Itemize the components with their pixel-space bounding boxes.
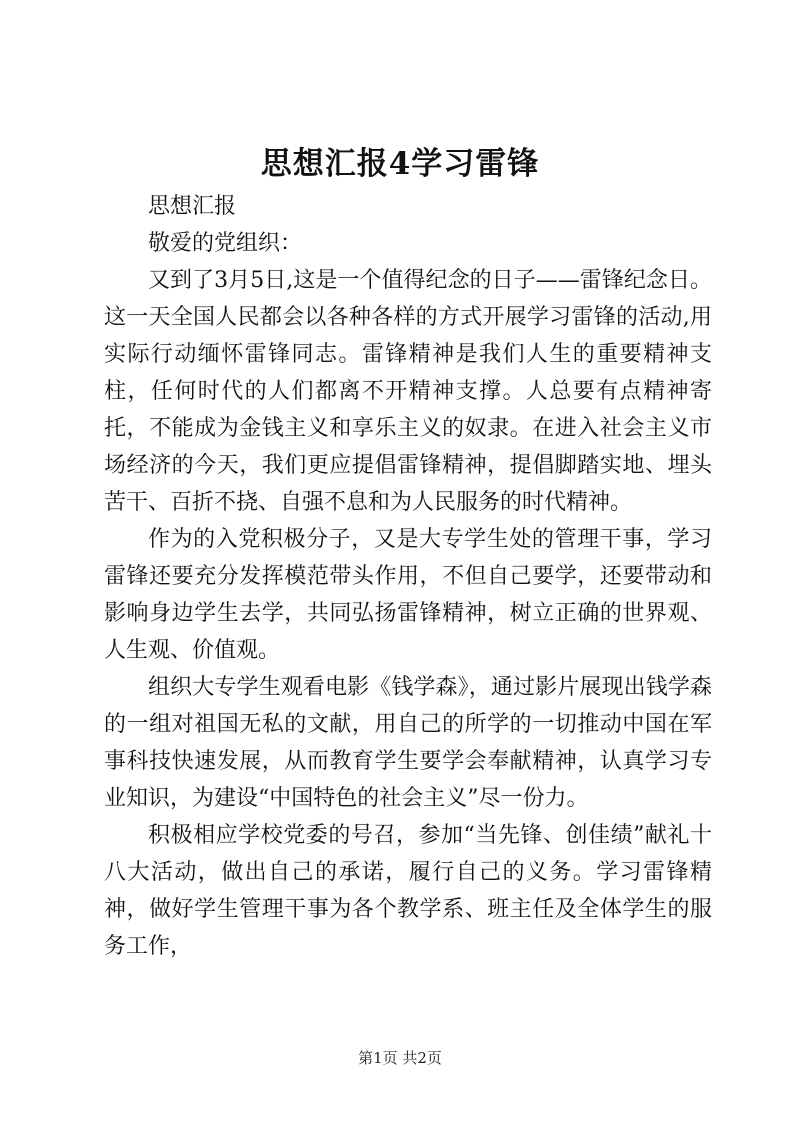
document-body <box>104 188 712 965</box>
body-paragraph: 组织大专学生观看电影《钱学森》，通过影片展现出钱学森的一组对祖国无私的文献，用自己的所学的一切推动中国在军事科技快速发展，从而教育学生要学会奉献精神，认真学习专业知识，为建设“中国特色的社会主义”尽一份力。 <box>104 675 712 811</box>
body-paragraph: 作为的入党积极分子，又是大专学生处的管理干事，学习雷锋还要充分发挥模范带头作用，不但自己要学，还要带动和影响身边学生去学，共同弘扬雷锋精神，树立正确的世界观、人生观、价值观。 <box>104 527 712 663</box>
heading-line: 思想汇报 <box>148 194 237 219</box>
document-title: 思想汇报4学习雷锋 <box>260 146 540 182</box>
page-number: 第1页 共2页 <box>358 1049 442 1067</box>
body-paragraph: 又到了3月5日,这是一个值得纪念的日子——雷锋纪念日。这一天全国人民都会以各种各样的方式开展学习雷锋的活动,用实际行动缅怀雷锋同志。雷锋精神是我们人生的重要精神支柱，任何时代的人们都离不开精神支撑。人总要有点精神寄托，不能成为金钱主义和享乐主义的奴隶。在进入社会主义市场经济的今天，我们更应提倡雷锋精神，提倡脚踏实地、埋头苦干、百折不挠、自强不息和为人民服务的时代精神。 <box>104 268 712 515</box>
salutation-line: 敬爱的党组织： <box>148 231 303 256</box>
body-paragraph: 积极相应学校党委的号召，参加“当先锋、创佳绩”献礼十八大活动，做出自己的承诺，履行自己的义务。学习雷锋精神，做好学生管理干事为各个教学系、班主任及全体学生的服务工作， <box>104 823 712 959</box>
